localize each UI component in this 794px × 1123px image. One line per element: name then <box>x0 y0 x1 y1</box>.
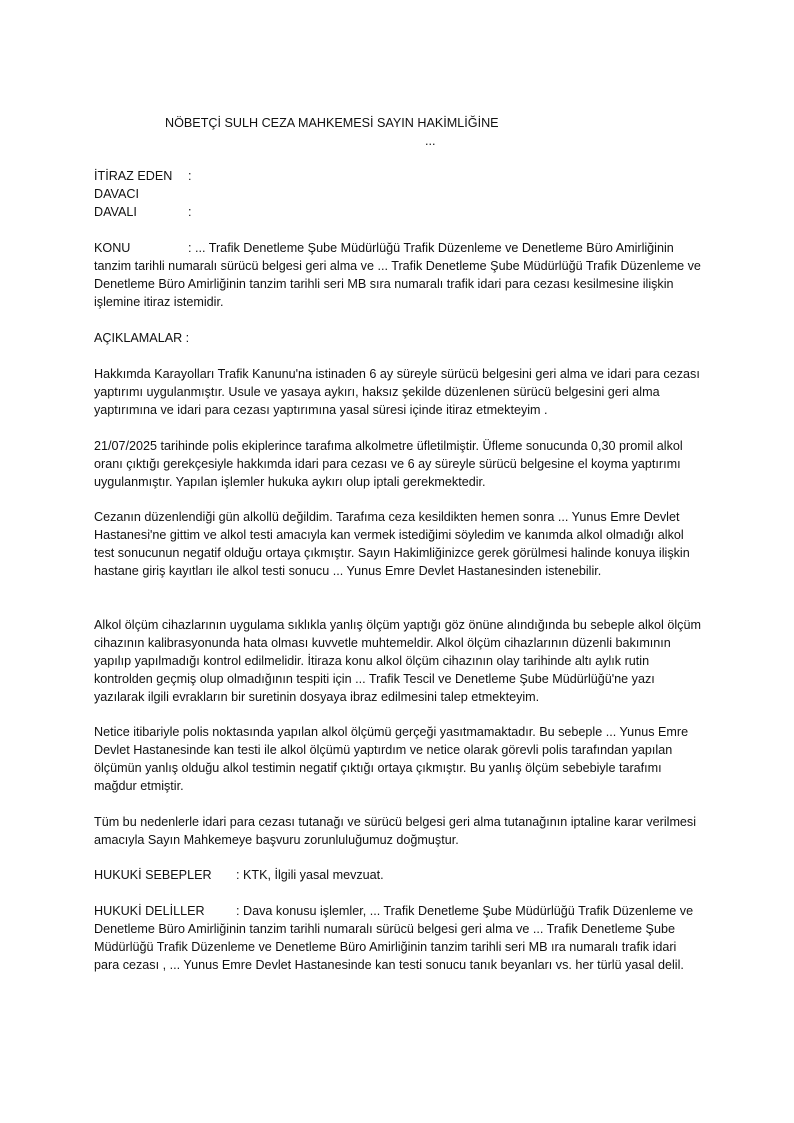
hukuki-deliller-text: : Dava konusu işlemler, ... Trafik Denetleme Şube Müdürlüğü Trafik Düzenleme ve Denetleme Büro Amirliğinin tanzim tarihli numaralı sürücü belgesi geri alma ve ... Trafik Denetleme Şube Müdürlüğü Trafik Düzenleme ve Denetleme Büro Amirliğinin tanzim tarihli seri MB ıra numaralı trafik idari para cezası , ... Yunus Emre Devlet Hastanesinde kan testi sonucu tanık beyanları vs. her türlü yasal delil. <box>94 904 694 972</box>
party-line-davaci <box>94 185 394 203</box>
paragraph <box>94 437 704 491</box>
konu-text: : ... Trafik Denetleme Şube Müdürlüğü Trafik Düzenleme ve Denetleme Büro Amirliğinin tanzim tarihli numaralı sürücü belgesi geri alma ve ... Trafik Denetleme Şube Müdürlüğü Trafik Düzenleme ve Denetleme Büro Amirliğinin tanzim tarihli seri MB sıra numaralı trafik idari para cezası kesilmesine ilişkin işlemine itiraz istemidir. <box>94 241 701 309</box>
paragraph <box>94 723 704 795</box>
paragraph-text: Alkol ölçüm cihazlarının uygulama sıklıkla yanlış ölçüm yaptığı göz önüne alındığında bu sebeple alkol ölçüm cihazının kalibrasyonunda hata olması kuvvetle muhtemeldir. Alkol ölçüm cihazlarının düzenli bakımının yapılıp yapılmadığı kontrol edilmelidir. İtiraza konu alkol ölçüm cihazının olay tarihinde altı aylık rutin kontrolden geçmiş olup olmadığının tespiti için ... Trafik Tescil ve Denetleme Şube Müdürlüğü'ne yazı yazılarak ilgili evrakların bir suretinin dosyaya ibraz edilmesini talep etmekteyim. <box>94 618 701 704</box>
hukuki-sebepler-text: : KTK, İlgili yasal mevzuat. <box>236 868 384 882</box>
hukuki-deliller-section <box>94 902 704 974</box>
party-separator: : <box>188 205 192 219</box>
party-label: DAVALI <box>94 205 137 219</box>
paragraph-text: Hakkımda Karayolları Trafik Kanunu'na istinaden 6 ay süreyle sürücü belgesini geri alma ve idari para cezası yaptırımı uygulanmıştır. Usule ve yasaya aykırı, haksız şekilde düzenlenen sürücü belgesini geri alma yaptırımına ve idari para cezası yaptırımına yasal süresi içinde itiraz etmekteyim . <box>94 367 700 417</box>
paragraph-text: Netice itibariyle polis noktasında yapılan alkol ölçümü gerçeği yasıtmamaktadır. Bu sebeple ... Yunus Emre Devlet Hastanesinde kan testi ile alkol ölçümü yaptırdım ve netice olarak görevli polis tarafından yapılan ölçümün yanlış olduğu alkol testimin negatif çıktığı ortaya çıkmıştır. Bu yanlış ölçüm sebebiyle tarafımı mağdur etmiştir. <box>94 725 689 793</box>
paragraph-text: 21/07/2025 tarihinde polis ekiplerince tarafıma alkolmetre üfletilmiştir. Üfleme sonucunda 0,30 promil alkol oranı çıktığı gerekçesiyle hakkımda idari para cezası ve 6 ay süreyle sürücü belgesine el koyma yaptırımı uygulanmıştır. Yapılan işlemler hukuka aykırı olup iptali gerekmektedir. <box>94 439 683 489</box>
title-ellipsis: ... <box>425 134 436 148</box>
paragraph <box>94 508 704 580</box>
paragraph <box>94 813 704 849</box>
party-line-davali <box>94 203 394 221</box>
party-separator: : <box>188 169 192 183</box>
konu-label: KONU <box>94 241 131 255</box>
konu-section <box>94 239 704 311</box>
hukuki-sebepler-label: HUKUKİ SEBEPLER <box>94 868 212 882</box>
hukuki-deliller-label: HUKUKİ DELİLLER <box>94 904 205 918</box>
document-title: NÖBETÇİ SULH CEZA MAHKEMESİ SAYIN HAKİMLİĞİNE <box>165 116 499 130</box>
paragraph-text: Cezanın düzenlendiği gün alkollü değildim. Tarafıma ceza kesildikten hemen sonra ... Yunus Emre Devlet Hastanesi'ne gittim ve alkol testi amacıyla kan vermek istediğimi söyledim ve kanımda alkol olmadığı alkol test sonucunun negatif olduğu ortaya çıkmıştır. Sayın Hakimliğinizce gerek görülmesi halinde konuya ilişkin hastane giriş kayıtları ile alkol testi sonucu ... Yunus Emre Devlet Hastanesinden istenebilir. <box>94 510 690 578</box>
paragraph <box>94 616 704 706</box>
aciklamalar-heading: AÇIKLAMALAR : <box>94 331 190 345</box>
paragraph <box>94 365 704 419</box>
hukuki-sebepler-section <box>94 866 704 884</box>
party-label: İTİRAZ EDEN <box>94 169 173 183</box>
paragraph-text: Tüm bu nedenlerle idari para cezası tutanağı ve sürücü belgesi geri alma tutanağının iptaline karar verilmesi amacıyla Sayın Mahkemeye başvuru zorunluluğumuz doğmuştur. <box>94 815 697 847</box>
party-line-itiraz-eden <box>94 167 394 185</box>
party-label: DAVACI <box>94 187 140 201</box>
